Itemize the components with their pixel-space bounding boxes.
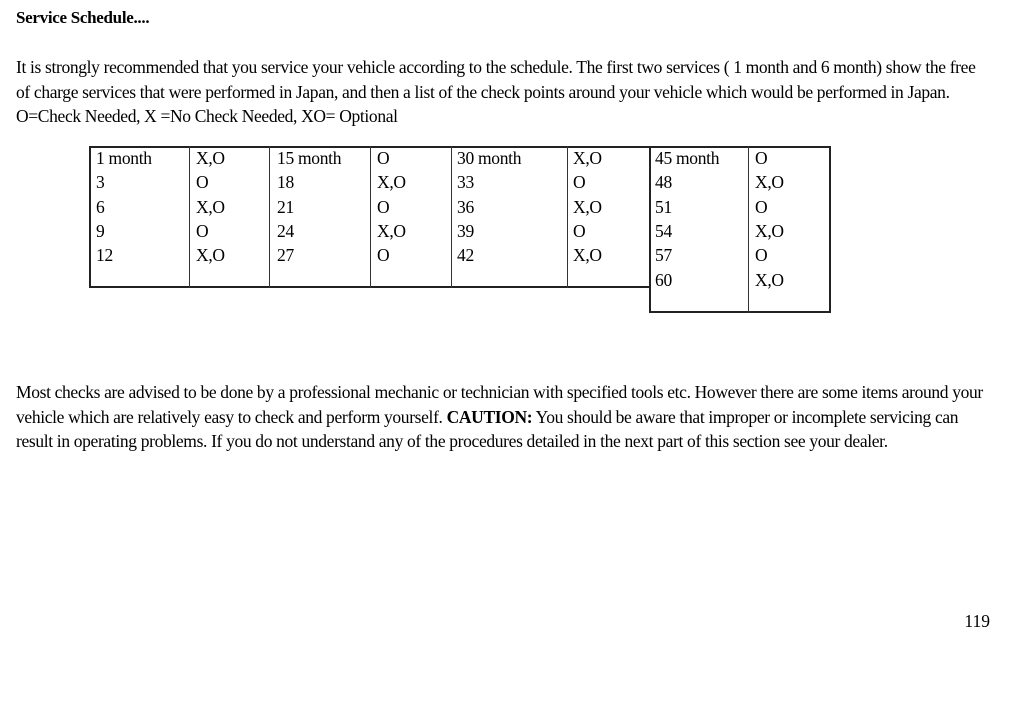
closing-text-before: Most checks are advised to be done by a professional mechanic or technician with specified tools etc. However there are some items around your vehicle which are relatively easy to check and perform yourself. bbox=[16, 382, 983, 427]
schedule-month-cell: 24 bbox=[277, 220, 294, 241]
schedule-month-cell: 45 month bbox=[655, 148, 720, 168]
schedule-check-cell: O bbox=[377, 196, 390, 217]
schedule-month-cell: 21 bbox=[277, 196, 294, 217]
schedule-check-cell: O bbox=[755, 245, 768, 266]
page-title: Service Schedule.... bbox=[16, 8, 150, 27]
schedule-check-cell: X,O bbox=[377, 172, 406, 193]
intro-paragraph: It is strongly recommended that you service your vehicle according to the schedule. The first two services ( 1 month and 6 month) show the free of charge services that were performed in Japan, and then a list of the check points around your vehicle which would be performed in Japan. O=Check Needed, X =No Check Needed, XO= Optional bbox=[16, 57, 976, 126]
schedule-check-cell: O bbox=[196, 172, 209, 193]
schedule-check-cell: O bbox=[377, 148, 390, 168]
schedule-month-cell: 60 bbox=[655, 269, 672, 290]
service-schedule-table bbox=[89, 146, 831, 313]
schedule-check-cell: X,O bbox=[573, 148, 602, 168]
column-divider bbox=[451, 146, 452, 288]
schedule-check-cell: X,O bbox=[196, 148, 225, 168]
schedule-check-cell: X,O bbox=[755, 220, 784, 241]
caution-label: CAUTION: bbox=[446, 406, 533, 427]
closing-text-after: You should be aware that improper or incomplete servicing can result in operating problems. If you do not understand any of the procedures detailed in the next part of this section see your dealer. bbox=[16, 406, 959, 451]
schedule-month-cell: 9 bbox=[96, 220, 105, 241]
schedule-check-cell: X,O bbox=[755, 269, 784, 290]
schedule-month-cell: 27 bbox=[277, 245, 294, 266]
schedule-check-cell: O bbox=[573, 172, 586, 193]
schedule-month-cell: 57 bbox=[655, 245, 672, 266]
schedule-check-cell: O bbox=[755, 196, 768, 217]
schedule-month-cell: 33 bbox=[457, 172, 474, 193]
schedule-check-cell: X,O bbox=[196, 196, 225, 217]
schedule-month-cell: 30 month bbox=[457, 148, 522, 168]
schedule-check-cell: O bbox=[755, 148, 768, 168]
column-divider bbox=[269, 146, 270, 288]
schedule-month-cell: 3 bbox=[96, 172, 105, 193]
schedule-frame-last bbox=[649, 146, 831, 313]
schedule-check-cell: X,O bbox=[377, 220, 406, 241]
column-divider bbox=[370, 146, 371, 288]
closing-paragraph bbox=[16, 380, 991, 454]
schedule-check-cell: O bbox=[196, 220, 209, 241]
column-divider bbox=[567, 146, 568, 288]
schedule-month-cell: 1 month bbox=[96, 148, 152, 168]
column-divider bbox=[189, 146, 190, 288]
schedule-month-cell: 18 bbox=[277, 172, 294, 193]
schedule-check-cell: X,O bbox=[573, 196, 602, 217]
schedule-month-cell: 48 bbox=[655, 172, 672, 193]
schedule-month-cell: 36 bbox=[457, 196, 474, 217]
schedule-month-cell: 15 month bbox=[277, 148, 342, 168]
schedule-check-cell: O bbox=[573, 220, 586, 241]
page-number: 119 bbox=[964, 611, 990, 631]
schedule-check-cell: X,O bbox=[755, 172, 784, 193]
schedule-month-cell: 39 bbox=[457, 220, 474, 241]
schedule-month-cell: 6 bbox=[96, 196, 105, 217]
schedule-check-cell: O bbox=[377, 245, 390, 266]
schedule-month-cell: 54 bbox=[655, 220, 672, 241]
schedule-check-cell: X,O bbox=[196, 245, 225, 266]
schedule-month-cell: 12 bbox=[96, 245, 113, 266]
column-divider bbox=[748, 146, 749, 313]
schedule-month-cell: 51 bbox=[655, 196, 672, 217]
schedule-month-cell: 42 bbox=[457, 245, 474, 266]
schedule-check-cell: X,O bbox=[573, 245, 602, 266]
